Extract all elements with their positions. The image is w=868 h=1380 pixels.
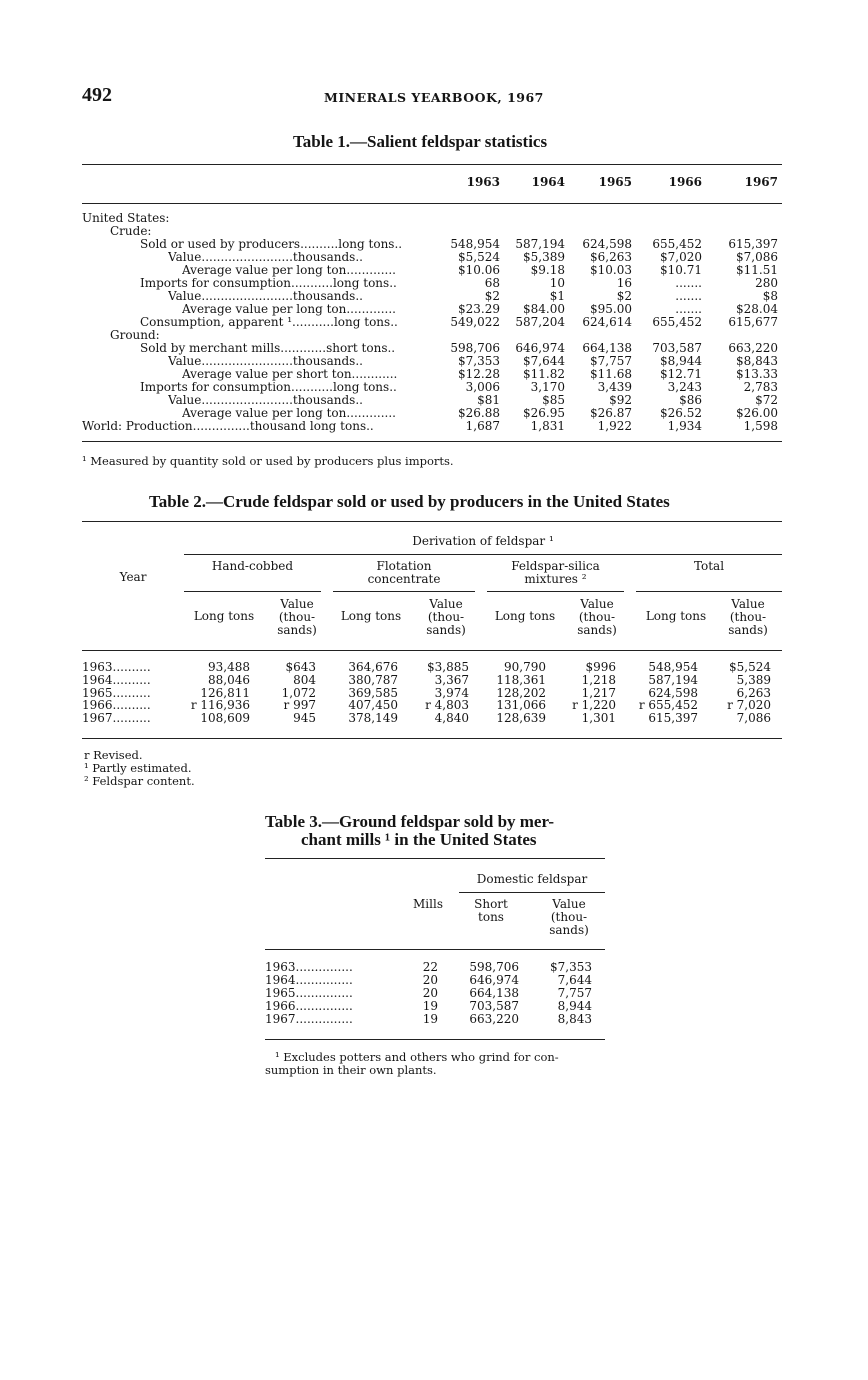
- table3-cell-value: 8,944: [557, 999, 592, 1013]
- table3-col-mills: Mills: [413, 897, 443, 911]
- table1-cell: $7,353: [458, 354, 500, 368]
- table2-row-year: 1965..........: [82, 686, 151, 700]
- table2-group-header: Hand-cobbed: [211, 559, 294, 573]
- table1-row-label: Crude:: [110, 225, 152, 238]
- table3-cell-value: 8,843: [557, 1012, 592, 1026]
- table2-cell: 407,450: [348, 698, 398, 713]
- table3-cell-mills: 19: [422, 999, 438, 1013]
- table1-cell: $11.68: [590, 367, 632, 381]
- table1-cell: $26.87: [590, 406, 632, 420]
- table3-cell-short: 646,974: [469, 973, 519, 987]
- table2-cell: $5,524: [729, 660, 771, 674]
- table1-row-label: World: Production...............thousand long tons..: [82, 420, 374, 433]
- table3-col-value: Value (thou- sands): [549, 897, 589, 937]
- table2-cell: 108,609: [200, 711, 250, 726]
- table2-cell: $643: [285, 660, 316, 674]
- table3-cell-mills: 20: [422, 973, 438, 987]
- table1-cell: 10: [549, 276, 565, 290]
- table1-row-label: United States:: [82, 212, 170, 225]
- table2-sub-value: Value (thou- sands): [426, 597, 466, 637]
- table2-sub-long-tons: Long tons: [645, 609, 707, 623]
- table3-bottom-rule: [265, 1039, 605, 1040]
- table3-cell-short: 703,587: [469, 999, 519, 1013]
- table1-row-label: Average value per long ton.............: [182, 264, 396, 277]
- table2-cell: 364,676: [348, 660, 398, 674]
- table1-bottom-rule: [82, 441, 782, 442]
- table1-cell: $8,843: [736, 354, 778, 368]
- table1-cell: $28.04: [736, 302, 778, 316]
- table2-cell: $3,885: [427, 660, 469, 674]
- table1-cell: $8: [762, 289, 778, 303]
- table3-header-rule: [265, 949, 605, 950]
- table1-cell: $11.82: [523, 367, 565, 381]
- table1-cell: $26.00: [736, 406, 778, 420]
- table1-cell: $5,389: [523, 250, 565, 264]
- table1-cell: 587,194: [515, 237, 565, 251]
- table1-row-label: Sold by merchant mills............short tons..: [140, 342, 396, 355]
- table2-row-year: 1963..........: [82, 661, 151, 674]
- table1-cell: 16: [616, 276, 632, 290]
- table1-cell: 1,934: [667, 419, 702, 433]
- table3-top-rule: [265, 858, 605, 859]
- table2-cell: 131,066: [496, 698, 546, 713]
- table1-cell: 615,397: [728, 237, 778, 251]
- table3-cell-mills: 22: [422, 960, 438, 974]
- table1-cell: 615,677: [728, 315, 778, 329]
- table2-cell: 945: [293, 711, 316, 726]
- table1-top-rule: [82, 164, 782, 165]
- table3-cell-value: 7,757: [557, 986, 592, 1000]
- table2-row-year: 1964..........: [82, 673, 151, 687]
- table1-cell: 703,587: [652, 341, 702, 355]
- table2-cell: 1,217: [581, 685, 616, 700]
- table1-cell: $10.06: [458, 263, 500, 277]
- table2-cell: 3,974: [434, 685, 469, 700]
- table2-title: Table 2.—Crude feldspar sold or used by producers in the United States: [149, 492, 670, 511]
- table2-footnote: ² Feldspar content.: [84, 774, 195, 788]
- table1-year-1963: 1963: [466, 175, 500, 189]
- table2-cell: 1,301: [581, 711, 616, 726]
- table1-row-label: Value........................thousands..: [168, 290, 363, 303]
- table1-cell: 3,006: [465, 380, 500, 394]
- table2-cell: 378,149: [348, 711, 398, 726]
- table1-year-1964: 1964: [531, 175, 565, 189]
- table2-sub-value: Value (thou- sands): [277, 597, 317, 637]
- table2-footnote: r Revised.: [84, 748, 143, 762]
- table2-cell: 7,086: [736, 711, 771, 726]
- table2-top-rule: [82, 521, 782, 522]
- table1-cell: $92: [609, 393, 632, 407]
- table1-cell: $72: [755, 393, 778, 407]
- table1-cell: 1,922: [597, 419, 632, 433]
- table2-sub-long-tons: Long tons: [494, 609, 556, 623]
- table3-title-line2: chant mills ¹ in the United States: [301, 830, 537, 849]
- table1-cell: $7,757: [590, 354, 632, 368]
- table1-cell: $11.51: [736, 263, 778, 277]
- table3-cell-short: 664,138: [469, 986, 519, 1000]
- table1-cell: 624,598: [582, 237, 632, 251]
- table1-cell: $84.00: [523, 302, 565, 316]
- table1-row-label: Value........................thousands..: [168, 251, 363, 264]
- table1-cell: $2: [484, 289, 500, 303]
- table1-row-label: Average value per long ton.............: [182, 303, 396, 316]
- table2-cell: 118,361: [496, 672, 546, 687]
- table2-cell: 6,263: [736, 685, 771, 700]
- table2-sub-value: Value (thou- sands): [577, 597, 617, 637]
- table1-cell: 663,220: [728, 341, 778, 355]
- table2-cell: 128,639: [496, 711, 546, 726]
- table2-group-rule: [333, 591, 475, 592]
- table1-cell: $12.28: [458, 367, 500, 381]
- table3-row-year: 1967...............: [265, 1013, 353, 1026]
- table2-sub-value: Value (thou- sands): [728, 597, 768, 637]
- table1-cell: $9.18: [530, 263, 565, 277]
- table2-sub-long-tons: Long tons: [193, 609, 255, 623]
- table2-header-rule: [82, 650, 782, 651]
- table1-row-label: Average value per long ton.............: [182, 407, 396, 420]
- page-number: 492: [82, 84, 112, 106]
- table2-cell: 615,397: [648, 711, 698, 726]
- table1-cell: $6,263: [590, 250, 632, 264]
- table1-row-label: Consumption, apparent ¹...........long tons..: [140, 316, 398, 329]
- table3-col-short: Short tons: [474, 897, 508, 924]
- table1-cell: 1,687: [465, 419, 500, 433]
- table1-cell: .......: [675, 276, 702, 290]
- table2-group-rule: [487, 591, 624, 592]
- table1-year-1967: 1967: [744, 175, 778, 189]
- table3-row-year: 1963...............: [265, 961, 353, 974]
- table2-cell: r 997: [283, 698, 316, 713]
- table2-group-header: Flotation concentrate: [367, 559, 441, 586]
- table1-cell: $10.03: [590, 263, 632, 277]
- table3-row-year: 1966...............: [265, 1000, 353, 1013]
- table1-cell: 646,974: [515, 341, 565, 355]
- table2-cell: r 116,936: [190, 698, 250, 713]
- table1-cell: 2,783: [743, 380, 778, 394]
- table3-row-year: 1964...............: [265, 974, 353, 987]
- table3-cell-short: 663,220: [469, 1012, 519, 1026]
- table1-cell: 280: [755, 276, 778, 290]
- table1-cell: 3,170: [530, 380, 565, 394]
- table1-row-label: Average value per short ton............: [182, 368, 398, 381]
- table1-cell: $26.88: [458, 406, 500, 420]
- table1-cell: $10.71: [660, 263, 702, 277]
- table2-cell: 369,585: [348, 685, 398, 700]
- table1-cell: $7,086: [736, 250, 778, 264]
- table2-cell: 587,194: [648, 672, 698, 687]
- table2-group-rule: [184, 591, 321, 592]
- table1-year-1965: 1965: [598, 175, 632, 189]
- table3-spanner-rule: [459, 892, 605, 893]
- table2-group-header: Feldspar-silica mixtures ²: [511, 559, 600, 586]
- table2-group-rule: [636, 591, 782, 592]
- table2-spanner: Derivation of feldspar ¹: [412, 534, 554, 548]
- table1-cell: 1,598: [743, 419, 778, 433]
- table1-cell: 1,831: [530, 419, 565, 433]
- table1-cell: $26.95: [523, 406, 565, 420]
- table1-cell: $95.00: [590, 302, 632, 316]
- table1-cell: .......: [675, 302, 702, 316]
- table2-cell: 1,218: [581, 672, 616, 687]
- table1-cell: $5,524: [458, 250, 500, 264]
- table2-cell: 88,046: [208, 672, 250, 687]
- table2-cell: 1,072: [281, 685, 316, 700]
- table1-title: Table 1.—Salient feldspar statistics: [293, 132, 548, 151]
- table1-cell: .......: [675, 289, 702, 303]
- table3-cell-value: 7,644: [557, 973, 592, 987]
- table1-year-1966: 1966: [668, 175, 702, 189]
- table3-cell-value: $7,353: [550, 960, 592, 974]
- table2-cell: r 655,452: [638, 698, 698, 713]
- table1-header-rule: [82, 203, 782, 204]
- table2-sub-long-tons: Long tons: [340, 609, 402, 623]
- table2-cell: 4,840: [434, 711, 469, 726]
- table1-cell: $86: [679, 393, 702, 407]
- table2-cell: 126,811: [200, 685, 250, 700]
- table3-row-year: 1965...............: [265, 987, 353, 1000]
- table1-cell: 549,022: [450, 315, 500, 329]
- table2-footnote: ¹ Partly estimated.: [84, 761, 192, 775]
- table3-cell-mills: 20: [422, 986, 438, 1000]
- table2-cell: 548,954: [648, 660, 698, 674]
- table2-cell: $996: [585, 660, 616, 674]
- table3-cell-short: 598,706: [469, 960, 519, 974]
- table1-cell: $13.33: [736, 367, 778, 381]
- table1-row-label: Imports for consumption...........long tons..: [140, 381, 397, 394]
- table3-title-line1: Table 3.—Ground feldspar sold by mer-: [265, 812, 555, 831]
- table1-cell: $8,944: [660, 354, 702, 368]
- table1-cell: 655,452: [652, 237, 702, 251]
- table1-cell: $1: [549, 289, 565, 303]
- table1-cell: 548,954: [450, 237, 500, 251]
- table1-cell: $12.71: [660, 367, 702, 381]
- table1-cell: $85: [542, 393, 565, 407]
- table1-cell: $7,020: [660, 250, 702, 264]
- table1-cell: 624,614: [582, 315, 632, 329]
- running-title: MINERALS YEARBOOK, 1967: [324, 90, 544, 105]
- table2-row-year: 1967..........: [82, 712, 151, 726]
- table1-cell: 3,439: [597, 380, 632, 394]
- table1-cell: 655,452: [652, 315, 702, 329]
- table1-cell: $2: [616, 289, 632, 303]
- table1-cell: $26.52: [660, 406, 702, 420]
- table1-footnote: ¹ Measured by quantity sold or used by producers plus imports.: [82, 454, 454, 468]
- table3-spanner: Domestic feldspar: [476, 872, 588, 886]
- table2-bottom-rule: [82, 738, 782, 739]
- table2-cell: 624,598: [648, 685, 698, 700]
- table2-row-year: 1966..........: [82, 699, 151, 713]
- table1-cell: $23.29: [458, 302, 500, 316]
- table2-cell: 804: [293, 672, 316, 687]
- table1-cell: $7,644: [523, 354, 565, 368]
- table2-cell: 90,790: [504, 660, 546, 674]
- table1-cell: $81: [477, 393, 500, 407]
- table1-cell: 68: [484, 276, 500, 290]
- table2-cell: 93,488: [208, 660, 250, 674]
- table2-cell: 128,202: [496, 685, 546, 700]
- table3-footnote-line2: sumption in their own plants.: [265, 1063, 437, 1077]
- table2-cell: r 1,220: [572, 698, 616, 713]
- table2-cell: 3,367: [434, 672, 469, 687]
- table2-spanner-rule: [184, 554, 782, 555]
- table1-row-label: Ground:: [110, 329, 160, 342]
- table2-cell: r 7,020: [727, 698, 771, 713]
- table1-cell: 587,204: [515, 315, 565, 329]
- table2-cell: 5,389: [736, 672, 771, 687]
- table3-footnote-line1: ¹ Excludes potters and others who grind for con-: [275, 1050, 559, 1064]
- table1-cell: 598,706: [450, 341, 500, 355]
- table1-row-label: Sold or used by producers..........long tons..: [140, 238, 403, 251]
- table2-cell: r 4,803: [425, 698, 469, 713]
- table1-cell: 664,138: [582, 341, 632, 355]
- table1-cell: 3,243: [667, 380, 702, 394]
- table2-year-header: Year: [119, 570, 147, 584]
- table1-row-label: Value........................thousands..: [168, 355, 363, 368]
- table1-row-label: Value........................thousands..: [168, 394, 363, 407]
- table2-cell: 380,787: [348, 672, 398, 687]
- table1-row-label: Imports for consumption...........long tons..: [140, 277, 397, 290]
- table2-group-header: Total: [693, 559, 725, 573]
- table3-cell-mills: 19: [422, 1012, 438, 1026]
